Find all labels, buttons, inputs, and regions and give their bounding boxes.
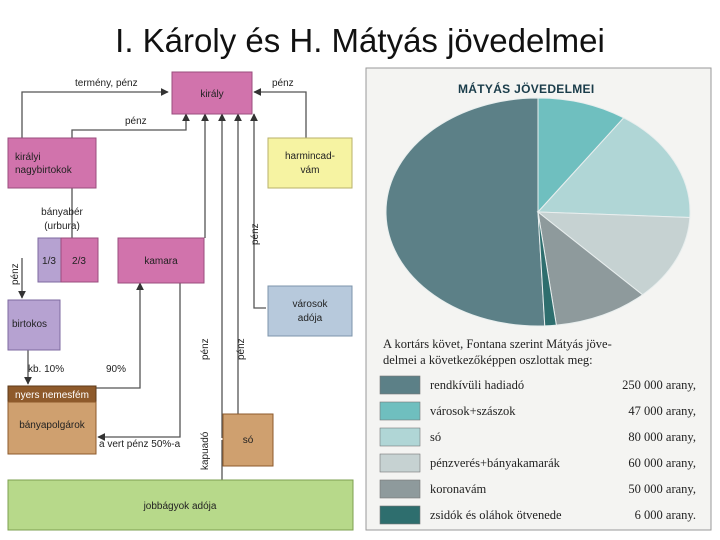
legend-label-2: só [430, 430, 442, 444]
arrow-harmincad [254, 92, 306, 138]
legend-value-2: 80 000 arany, [628, 430, 696, 444]
arrow-vert-penz [98, 283, 180, 437]
pie-note-line2: delmei a következőképpen oszlottak meg: [383, 353, 593, 367]
svg-text:só: só [242, 435, 254, 446]
label-vert-penz: a vert pénz 50%-a [99, 439, 181, 450]
svg-text:(urbura): (urbura) [44, 221, 80, 232]
label-penz-under-kiraly: pénz [125, 116, 147, 127]
legend-label-5: zsidók és oláhok ötvenede [430, 508, 562, 522]
svg-text:harmincad-: harmincad- [284, 151, 336, 162]
svg-text:birtokos: birtokos [12, 319, 48, 330]
legend-label-4: koronavám [430, 482, 487, 496]
svg-text:vám: vám [300, 165, 320, 176]
legend-swatch-1 [380, 402, 420, 420]
box-birtokos [8, 300, 60, 350]
svg-text:nyers nemesfém: nyers nemesfém [15, 390, 89, 401]
legend-label-0: rendkívüli hadiadó [430, 378, 525, 392]
box-kiralyi-nagybirtokok [8, 138, 96, 188]
svg-text:jobbágyok adója: jobbágyok adója [143, 501, 217, 512]
banyaber-label [41, 207, 83, 232]
svg-text:királyi: királyi [15, 152, 41, 163]
box-two-thirds [61, 238, 98, 282]
label-kapuado: kapuadó [200, 431, 211, 470]
legend-swatch-4 [380, 480, 420, 498]
svg-text:kamara: kamara [144, 256, 178, 267]
box-nyers-nemesfem [8, 386, 96, 402]
svg-text:városok: városok [292, 299, 328, 310]
label-penz-vertical-right: pénz [250, 223, 261, 245]
svg-text:2/3: 2/3 [72, 256, 86, 267]
pie-note-line1: A kortárs követ, Fontana szerint Mátyás jöve- [383, 337, 612, 351]
label-termeny: termény, pénz [75, 78, 138, 89]
svg-text:bányabér: bányabér [41, 207, 83, 218]
box-so [223, 414, 273, 466]
svg-text:1/3: 1/3 [42, 256, 56, 267]
label-penz-top-right: pénz [272, 78, 294, 89]
arrow-varosok [254, 114, 266, 308]
label-penz-left: pénz [10, 263, 21, 285]
box-harmincadvam [268, 138, 352, 188]
legend-swatch-3 [380, 454, 420, 472]
legend-value-4: 50 000 arany, [628, 482, 696, 496]
label-90: 90% [106, 364, 127, 375]
legend-swatch-2 [380, 428, 420, 446]
svg-text:adója: adója [297, 313, 323, 324]
page-title: I. Károly és H. Mátyás jövedelmei [115, 22, 605, 59]
pie-panel [366, 68, 711, 530]
box-kiraly [172, 72, 252, 114]
legend-label-3: pénzverés+bányakamarák [430, 456, 560, 470]
svg-text:nagybirtokok: nagybirtokok [15, 165, 72, 176]
pie-heading: MÁTYÁS JÖVEDELMEI [458, 82, 595, 96]
svg-text:király: király [200, 89, 224, 100]
box-one-third [38, 238, 61, 282]
label-kb10: kb. 10% [28, 364, 65, 375]
svg-text:bányapolgárok: bányapolgárok [19, 420, 85, 431]
label-penz-mid1: pénz [200, 338, 211, 360]
legend-swatch-5 [380, 506, 420, 524]
box-jobbagyok-adoja [8, 480, 353, 530]
legend-value-3: 60 000 arany, [628, 456, 696, 470]
legend-label-1: városok+szászok [430, 404, 516, 418]
arrow-termeny [22, 92, 168, 138]
legend-value-1: 47 000 arany, [628, 404, 696, 418]
label-penz-mid2: pénz [236, 338, 247, 360]
legend-value-5: 6 000 arany. [634, 508, 696, 522]
box-varosok-adoja [268, 286, 352, 336]
legend-swatch-0 [380, 376, 420, 394]
box-banyapolgarok [8, 402, 96, 454]
pie-chart [386, 98, 690, 326]
legend-value-0: 250 000 arany, [622, 378, 696, 392]
box-kamara [118, 238, 204, 283]
